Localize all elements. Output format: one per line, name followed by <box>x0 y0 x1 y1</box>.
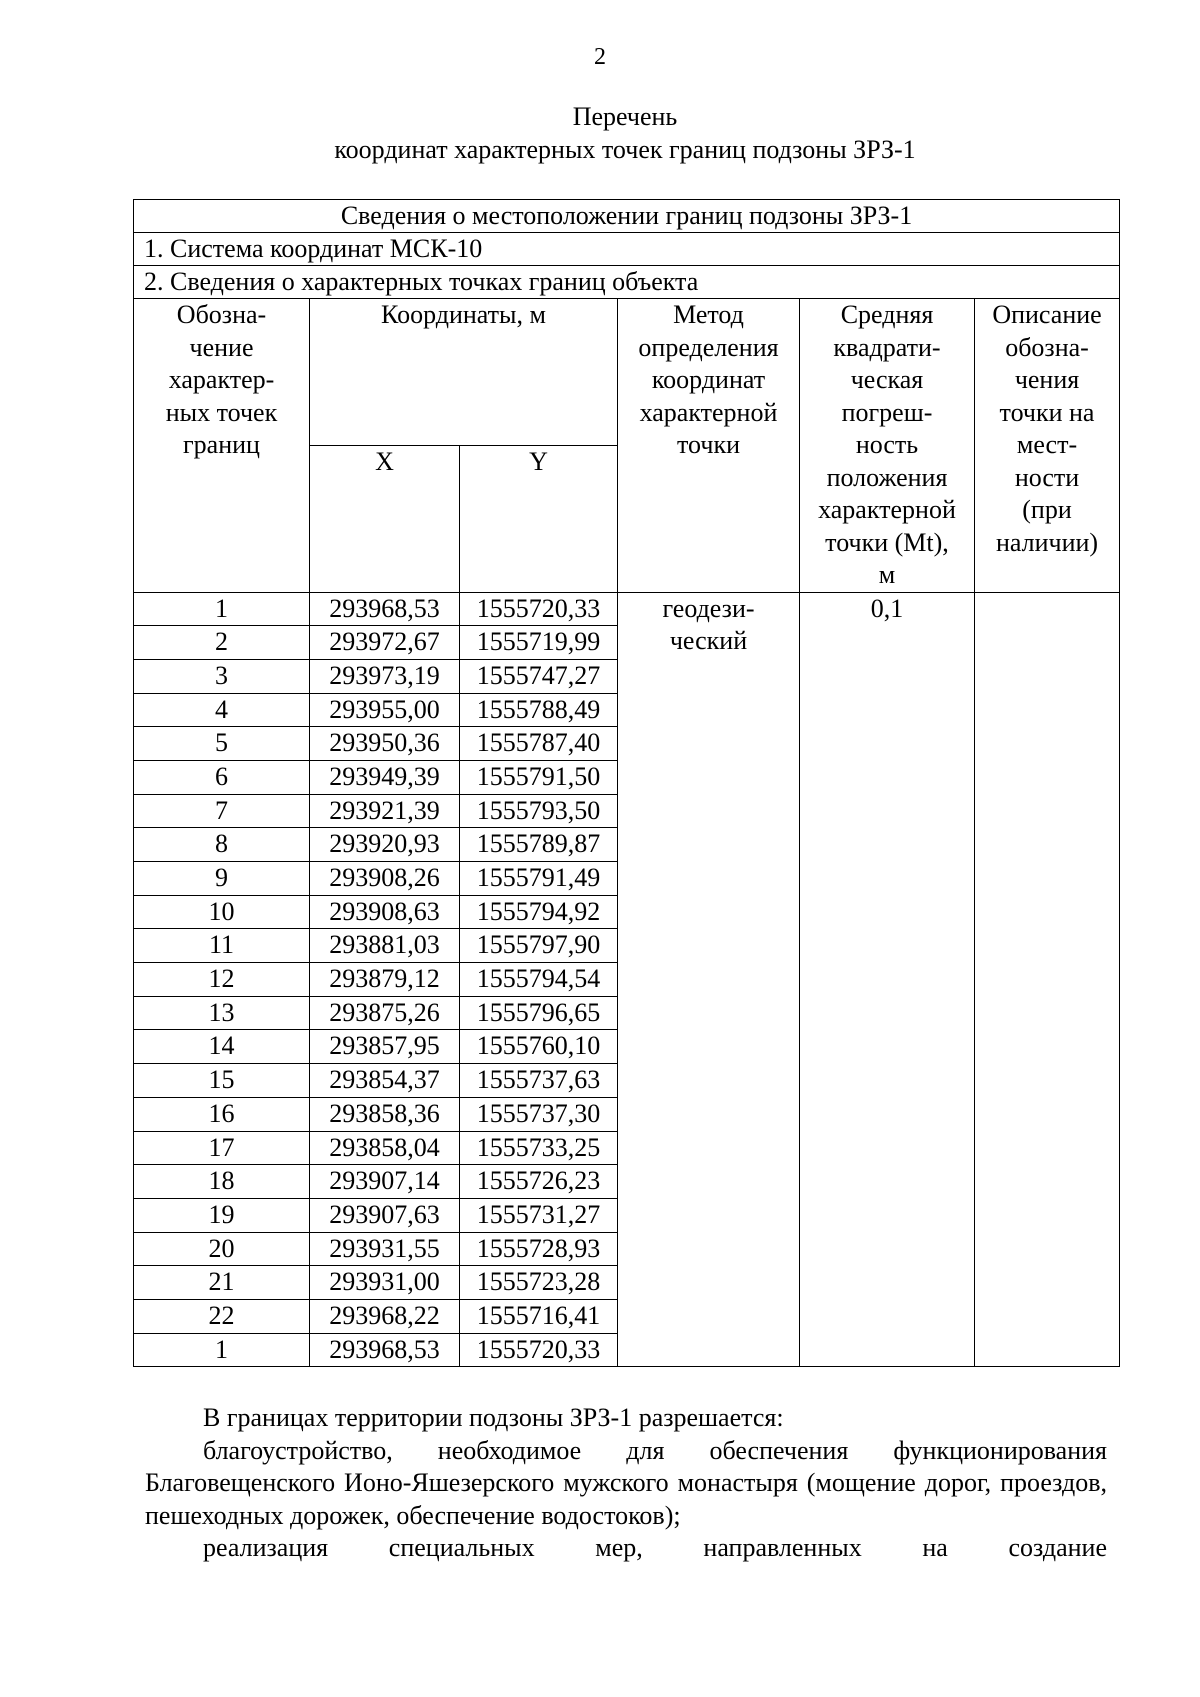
cell-x: 293875,26 <box>310 996 460 1030</box>
cell-y: 1555747,27 <box>460 659 618 693</box>
cell-y: 1555737,63 <box>460 1064 618 1098</box>
header-description: Описание обозна- чения точки на мест- ности (при наличии) <box>975 299 1120 593</box>
cell-method: геодези- ческий <box>618 592 800 1367</box>
cell-x: 293968,53 <box>310 1333 460 1367</box>
cell-x: 293908,63 <box>310 895 460 929</box>
coordinate-system: 1. Система координат МСК-10 <box>134 233 1120 266</box>
table-body <box>134 592 1120 1367</box>
cell-y: 1555737,30 <box>460 1097 618 1131</box>
cell-y: 1555719,99 <box>460 626 618 660</box>
cell-y: 1555726,23 <box>460 1165 618 1199</box>
cell-x: 293972,67 <box>310 626 460 660</box>
cell-point: 19 <box>134 1198 310 1232</box>
cell-point: 2 <box>134 626 310 660</box>
cell-error: 0,1 <box>800 592 975 1367</box>
cell-x: 293920,93 <box>310 828 460 862</box>
title-line-2: координат характерных точек границ подзоны ЗРЗ-1 <box>334 135 916 164</box>
title-line-1: Перечень <box>572 102 678 131</box>
header-x: X <box>310 445 460 592</box>
cell-point: 12 <box>134 963 310 997</box>
cell-point: 1 <box>134 592 310 626</box>
cell-y: 1555716,41 <box>460 1299 618 1333</box>
cell-y: 1555791,50 <box>460 760 618 794</box>
cell-y: 1555728,93 <box>460 1232 618 1266</box>
cell-x: 293931,00 <box>310 1266 460 1300</box>
cell-x: 293908,26 <box>310 862 460 896</box>
coordinates-table <box>133 199 1120 1367</box>
cell-description <box>975 592 1120 1367</box>
cell-x: 293854,37 <box>310 1064 460 1098</box>
cell-point: 4 <box>134 693 310 727</box>
cell-point: 15 <box>134 1064 310 1098</box>
cell-x: 293968,53 <box>310 592 460 626</box>
cell-y: 1555720,33 <box>460 1333 618 1367</box>
cell-point: 22 <box>134 1299 310 1333</box>
cell-x: 293879,12 <box>310 963 460 997</box>
cell-point: 8 <box>134 828 310 862</box>
cell-y: 1555723,28 <box>460 1266 618 1300</box>
cell-x: 293907,63 <box>310 1198 460 1232</box>
cell-point: 1 <box>134 1333 310 1367</box>
cell-y: 1555789,87 <box>460 828 618 862</box>
cell-x: 293921,39 <box>310 794 460 828</box>
cell-x: 293973,19 <box>310 659 460 693</box>
cell-point: 10 <box>134 895 310 929</box>
cell-y: 1555788,49 <box>460 693 618 727</box>
paragraph-1: В границах территории подзоны ЗРЗ-1 разрешается: <box>203 1403 784 1432</box>
cell-x: 293968,22 <box>310 1299 460 1333</box>
cell-point: 18 <box>134 1165 310 1199</box>
cell-x: 293881,03 <box>310 929 460 963</box>
cell-point: 20 <box>134 1232 310 1266</box>
cell-point: 14 <box>134 1030 310 1064</box>
cell-y: 1555791,49 <box>460 862 618 896</box>
cell-x: 293858,04 <box>310 1131 460 1165</box>
cell-y: 1555793,50 <box>460 794 618 828</box>
cell-point: 7 <box>134 794 310 828</box>
page-number: 2 <box>594 44 606 70</box>
cell-y: 1555731,27 <box>460 1198 618 1232</box>
cell-x: 293858,36 <box>310 1097 460 1131</box>
cell-x: 293955,00 <box>310 693 460 727</box>
header-error: Средняя квадрати- ческая погреш- ность положения характерной точки (Mt), м <box>800 299 975 593</box>
body-text <box>145 1402 1107 1565</box>
cell-point: 6 <box>134 760 310 794</box>
cell-point: 3 <box>134 659 310 693</box>
cell-y: 1555787,40 <box>460 727 618 761</box>
cell-y: 1555794,92 <box>460 895 618 929</box>
cell-point: 5 <box>134 727 310 761</box>
cell-x: 293931,55 <box>310 1232 460 1266</box>
cell-point: 11 <box>134 929 310 963</box>
table-caption: Сведения о местоположении границ подзоны ЗРЗ-1 <box>134 200 1120 233</box>
paragraph-2: благоустройство, необходимое для обеспечения функционирования Благовещенского Ионо-Яшезерского мужского монастыря (мощение дорог, проездов, пешеходных дорожек, обеспечение водостоков); <box>145 1435 1107 1530</box>
cell-point: 9 <box>134 862 310 896</box>
cell-y: 1555794,54 <box>460 963 618 997</box>
header-coordinates: Координаты, м <box>310 299 618 446</box>
paragraph-3: реализация специальных мер, направленных на создание <box>203 1533 1107 1562</box>
cell-point: 13 <box>134 996 310 1030</box>
header-y: Y <box>460 445 618 592</box>
section-heading: 2. Сведения о характерных точках границ объекта <box>134 266 1120 299</box>
cell-y: 1555796,65 <box>460 996 618 1030</box>
cell-y: 1555760,10 <box>460 1030 618 1064</box>
cell-point: 21 <box>134 1266 310 1300</box>
cell-x: 293907,14 <box>310 1165 460 1199</box>
cell-y: 1555720,33 <box>460 592 618 626</box>
header-method: Метод определения координат характерной точки <box>618 299 800 593</box>
cell-point: 17 <box>134 1131 310 1165</box>
cell-y: 1555797,90 <box>460 929 618 963</box>
cell-x: 293950,36 <box>310 727 460 761</box>
page-title <box>0 100 1200 166</box>
cell-x: 293949,39 <box>310 760 460 794</box>
cell-y: 1555733,25 <box>460 1131 618 1165</box>
cell-x: 293857,95 <box>310 1030 460 1064</box>
table-row <box>134 592 1120 626</box>
header-point: Обозна- чение характер- ных точек границ <box>134 299 310 593</box>
cell-point: 16 <box>134 1097 310 1131</box>
